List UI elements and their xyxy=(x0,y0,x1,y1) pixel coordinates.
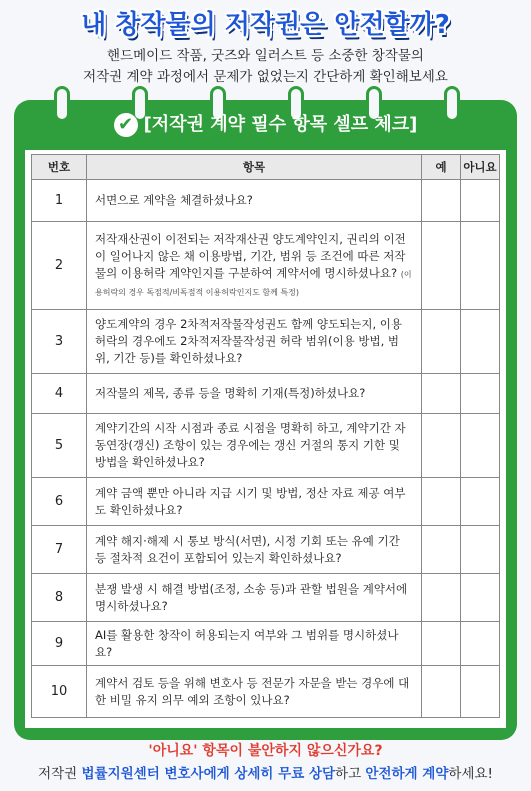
row-number: 5 xyxy=(32,414,87,478)
footer-question: '아니요' 항목이 불안하지 않으신가요? xyxy=(148,743,383,759)
row-number: 3 xyxy=(32,310,87,374)
row-number: 4 xyxy=(32,374,87,414)
intro-text xyxy=(0,46,531,88)
no-checkbox[interactable] xyxy=(461,222,500,310)
row-question: 계약기간의 시작 시점과 종료 시점을 명확히 하고, 계약기간 자동연장(갱신) 조항이 있는 경우에는 갱신 거절의 통지 기한 및 방법을 확인하셨나요? xyxy=(87,414,422,478)
row-question: 계약 금액 뿐만 아니라 지급 시기 및 방법, 정산 자료 제공 여부도 확인하셨나요? xyxy=(87,478,422,526)
row-question: AI를 활용한 창작이 허용되는지 여부와 그 범위를 명시하셨나요? xyxy=(87,622,422,666)
row-question: 계약 해지·해제 시 통보 방식(서면), 시정 기회 또는 유예 기간 등 절차적 요건이 포함되어 있는지 확인하셨나요? xyxy=(87,526,422,574)
row-number: 9 xyxy=(32,622,87,666)
table-row xyxy=(32,526,500,574)
footer-text: 하세요! xyxy=(448,766,493,782)
no-checkbox[interactable] xyxy=(461,310,500,374)
yes-checkbox[interactable] xyxy=(422,666,461,718)
table-row xyxy=(32,666,500,718)
row-question xyxy=(87,222,422,310)
checkmark-icon: ✔ xyxy=(114,113,138,137)
column-header-no: 아니요 xyxy=(461,155,500,180)
row-number: 2 xyxy=(32,222,87,310)
yes-checkbox[interactable] xyxy=(422,414,461,478)
table-row xyxy=(32,478,500,526)
yes-checkbox[interactable] xyxy=(422,222,461,310)
column-header-item: 항목 xyxy=(87,155,422,180)
table-row xyxy=(32,622,500,666)
table-row xyxy=(32,180,500,222)
checklist-paper xyxy=(25,150,506,728)
no-checkbox[interactable] xyxy=(461,180,500,222)
footer-text: 하고 xyxy=(335,766,366,782)
yes-checkbox[interactable] xyxy=(422,180,461,222)
column-header-number: 번호 xyxy=(32,155,87,180)
row-question: 양도계약의 경우 2차적저작물작성권도 함께 양도되는지, 이용허락의 경우에도 2차적저작물작성권 허락 범위(이용 방법, 범위, 기간 등)를 확인하셨나요? xyxy=(87,310,422,374)
no-checkbox[interactable] xyxy=(461,666,500,718)
yes-checkbox[interactable] xyxy=(422,622,461,666)
yes-checkbox[interactable] xyxy=(422,374,461,414)
no-checkbox[interactable] xyxy=(461,526,500,574)
checklist-heading-text: [저작권 계약 필수 항목 셀프 체크] xyxy=(143,114,418,135)
row-question-text: 저작재산권이 이전되는 저작재산권 양도계약인지, 권리의 이전이 일어나지 않은 채 이용방법, 기간, 범위 등 조건에 따른 저작물의 이용허락 계약인지를 구분하여 계약서에 명시하셨나요? xyxy=(95,231,406,280)
no-checkbox[interactable] xyxy=(461,478,500,526)
footer-highlight: 법률지원센터 변호사에게 상세히 무료 상담 xyxy=(81,766,336,782)
row-question: 서면으로 계약을 체결하셨나요? xyxy=(87,180,422,222)
intro-line-1: 핸드메이드 작품, 굿즈와 일러스트 등 소중한 창작물의 xyxy=(107,48,424,64)
row-question: 계약서 검토 등을 위해 변호사 등 전문가 자문을 받는 경우에 대한 비밀 유지 의무 예외 조항이 있나요? xyxy=(87,666,422,718)
yes-checkbox[interactable] xyxy=(422,478,461,526)
no-checkbox[interactable] xyxy=(461,622,500,666)
yes-checkbox[interactable] xyxy=(422,526,461,574)
table-header-row xyxy=(32,155,500,180)
table-row xyxy=(32,310,500,374)
row-question: 저작물의 제목, 종류 등을 명확히 기재(특정)하셨나요? xyxy=(87,374,422,414)
checklist-table xyxy=(31,154,500,718)
row-number: 1 xyxy=(32,180,87,222)
table-row xyxy=(32,222,500,310)
no-checkbox[interactable] xyxy=(461,574,500,622)
footer-text: 저작권 xyxy=(38,766,82,782)
no-checkbox[interactable] xyxy=(461,414,500,478)
row-number: 6 xyxy=(32,478,87,526)
no-checkbox[interactable] xyxy=(461,374,500,414)
yes-checkbox[interactable] xyxy=(422,310,461,374)
row-number: 8 xyxy=(32,574,87,622)
row-number: 7 xyxy=(32,526,87,574)
column-header-yes: 예 xyxy=(422,155,461,180)
page-title: 내 창작물의 저작권은 안전할까? xyxy=(81,10,450,40)
table-row xyxy=(32,374,500,414)
intro-line-2: 저작권 계약 과정에서 문제가 없었는지 간단하게 확인해보세요 xyxy=(83,69,448,85)
row-note: (이용허락의 경우 독점적/비독점적 이용허락인지도 함께 특정) xyxy=(95,269,412,297)
row-question: 분쟁 발생 시 해결 방법(조정, 소송 등)과 관할 법원을 계약서에 명시하셨나요? xyxy=(87,574,422,622)
footer-highlight: 안전하게 계약 xyxy=(365,766,449,782)
checklist-heading xyxy=(14,110,517,137)
footer-cta xyxy=(0,762,531,782)
table-row xyxy=(32,414,500,478)
yes-checkbox[interactable] xyxy=(422,574,461,622)
table-row xyxy=(32,574,500,622)
row-number: 10 xyxy=(32,666,87,718)
checklist-board xyxy=(14,100,517,740)
